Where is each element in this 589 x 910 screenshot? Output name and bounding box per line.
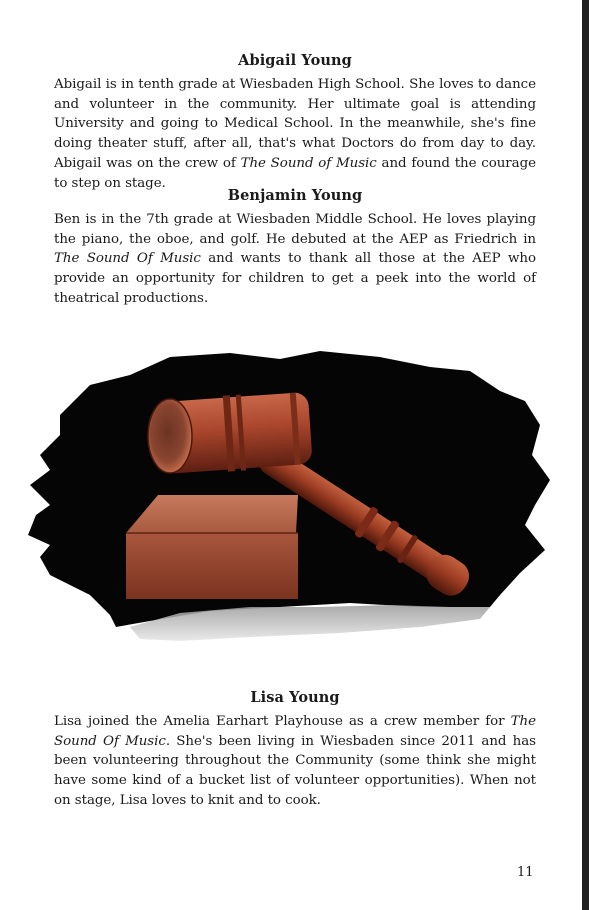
person-bio (54, 210, 536, 309)
bio-section-abigail (54, 52, 536, 193)
page-edge-bar (582, 0, 589, 910)
bio-text: Abigail is in tenth grade at Wiesbaden High School. She loves to dance and volunteer in the community. Her ultimate goal is attending University and going to Medical School. In the meanwhile, she's fine doing theater stuff, after all, that's what Doctors do from day to day. Abigail was on the crew of (54, 77, 536, 171)
bio-text: Ben is in the 7th grade at Wiesbaden Middle School. He loves playing the piano, the oboe, and golf. He debuted at the AEP as Friedrich in (54, 212, 536, 247)
production-title: The Sound Of Music (54, 251, 201, 267)
production-title: The Sound Of Music (54, 714, 536, 749)
person-name: Lisa Young (250, 689, 340, 706)
person-bio (54, 75, 536, 193)
production-title: The Sound of Music (240, 155, 377, 171)
bio-text: Lisa joined the Amelia Earhart Playhouse as a crew member for (54, 714, 511, 729)
gavel-photo (20, 345, 555, 645)
person-bio (54, 712, 536, 811)
person-name: Abigail Young (238, 52, 352, 69)
bio-section-benjamin (54, 187, 536, 309)
bio-section-lisa (54, 689, 536, 811)
person-name: Benjamin Young (227, 187, 363, 204)
bio-text: and found the courage to step on stage. (54, 155, 536, 191)
gavel-head-end (148, 399, 192, 473)
sound-block-front (126, 533, 298, 599)
page-number: 11 (517, 865, 534, 880)
bio-text: and wants to thank all those at the AEP who provide an opportunity for children to get a peek into the world of theatrical productions. (54, 251, 536, 306)
bio-text: . She's been living in Wiesbaden since 2011 and has been volunteering throughout the Community (some think she might have some kind of a bucket list of volunteer opportunities). When not on stage, Lisa loves to knit and to cook. (54, 733, 537, 808)
